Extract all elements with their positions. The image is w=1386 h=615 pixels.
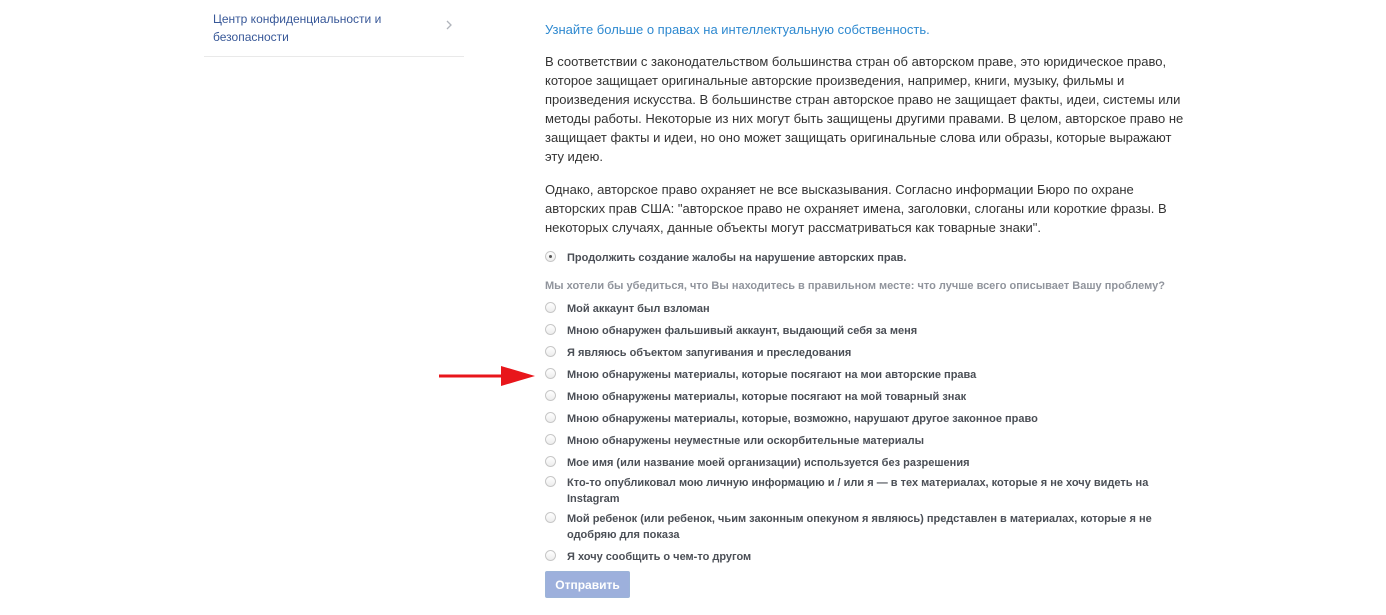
radio-label: Мое имя (или название моей организации) используется без разрешения (567, 457, 970, 469)
radio-button[interactable] (545, 456, 556, 467)
red-arrow-icon (437, 366, 537, 386)
option-fake-account[interactable] (545, 323, 1167, 339)
radio-label: Мой аккаунт был взломан (567, 303, 710, 315)
radio-button[interactable] (545, 390, 556, 401)
radio-button[interactable] (545, 476, 556, 487)
radio-label: Мною обнаружены неуместные или оскорбительные материалы (567, 435, 925, 447)
option-copyright-infringement[interactable] (545, 367, 1167, 383)
copyright-description-paragraph: В соответствии с законодательством большинства стран об авторском праве, это юридическое право, которое защищает оригинальные авторские произведения, например, книги, музыку, фильмы и произведения искусства. В большинстве стран авторское право не защищает факты, идеи, системы или методы работы. Некоторые из них могут быть защищены другими правами. В целом, авторское право не защищает факты и идеи, но оно может защищать оригинальные слова или образы, которые выражают эту идею. (545, 54, 1184, 164)
copyright-limits-paragraph: Однако, авторское право охраняет не все высказывания. Согласно информации Бюро по охране авторских прав США: "авторское право не охраняет имена, заголовки, слоганы или короткие фразы. В некоторых случаях, данные объекты могут рассматриваться как товарные знаки". (545, 182, 1167, 235)
radio-label: Я являюсь объектом запугивания и преследования (567, 347, 852, 359)
radio-label: Продолжить создание жалобы на нарушение авторских прав. (567, 252, 907, 264)
radio-label: Мой ребенок (или ребенок, чьим законным опекуном я являюсь) представлен в материалах, которые я не одобряю для показа (567, 513, 1152, 541)
option-offensive-content[interactable] (545, 433, 1167, 449)
radio-label: Кто-то опубликовал мою личную информацию и / или я — в тех материалах, которые я не хочу видеть на Instagram (567, 477, 1149, 505)
sidebar-item-privacy-safety-center[interactable] (204, 0, 464, 57)
radio-label: Мною обнаружены материалы, которые посягают на мои авторские права (567, 369, 977, 381)
learn-more-link[interactable]: Узнайте больше о правах на интеллектуальную собственность. (545, 22, 930, 37)
radio-button[interactable] (545, 412, 556, 423)
option-account-hacked[interactable] (545, 301, 1167, 317)
radio-button-checked[interactable] (545, 251, 556, 262)
radio-button[interactable] (545, 346, 556, 357)
radio-button[interactable] (545, 512, 556, 523)
submit-button[interactable]: Отправить (545, 571, 630, 598)
radio-button[interactable] (545, 434, 556, 445)
option-child-content[interactable] (545, 511, 1167, 543)
continue-copyright-report-radio[interactable] (545, 250, 1167, 266)
option-personal-info-posted[interactable] (545, 475, 1167, 507)
option-trademark-infringement[interactable] (545, 389, 1167, 405)
sidebar-item-label: Центр конфиденциальности и безопасности (213, 12, 382, 44)
radio-button[interactable] (545, 324, 556, 335)
radio-label: Я хочу сообщить о чем-то другом (567, 551, 752, 563)
option-something-else[interactable] (545, 549, 1167, 565)
option-other-legal-right[interactable] (545, 411, 1167, 427)
option-name-misuse[interactable] (545, 455, 1167, 471)
radio-label: Мною обнаружены материалы, которые, возможно, нарушают другое законное право (567, 413, 1038, 425)
radio-label: Мною обнаружены материалы, которые посягают на мой товарный знак (567, 391, 967, 403)
sidebar (204, 0, 464, 57)
radio-button[interactable] (545, 302, 556, 313)
radio-label: Мною обнаружен фальшивый аккаунт, выдающий себя за меня (567, 325, 918, 337)
radio-button[interactable] (545, 550, 556, 561)
chevron-right-icon (444, 20, 454, 30)
problem-question: Мы хотели бы убедиться, что Вы находитесь в правильном месте: что лучше всего описывает Вашу проблему? (545, 280, 1165, 292)
option-harassment[interactable] (545, 345, 1167, 361)
radio-button[interactable] (545, 368, 556, 379)
